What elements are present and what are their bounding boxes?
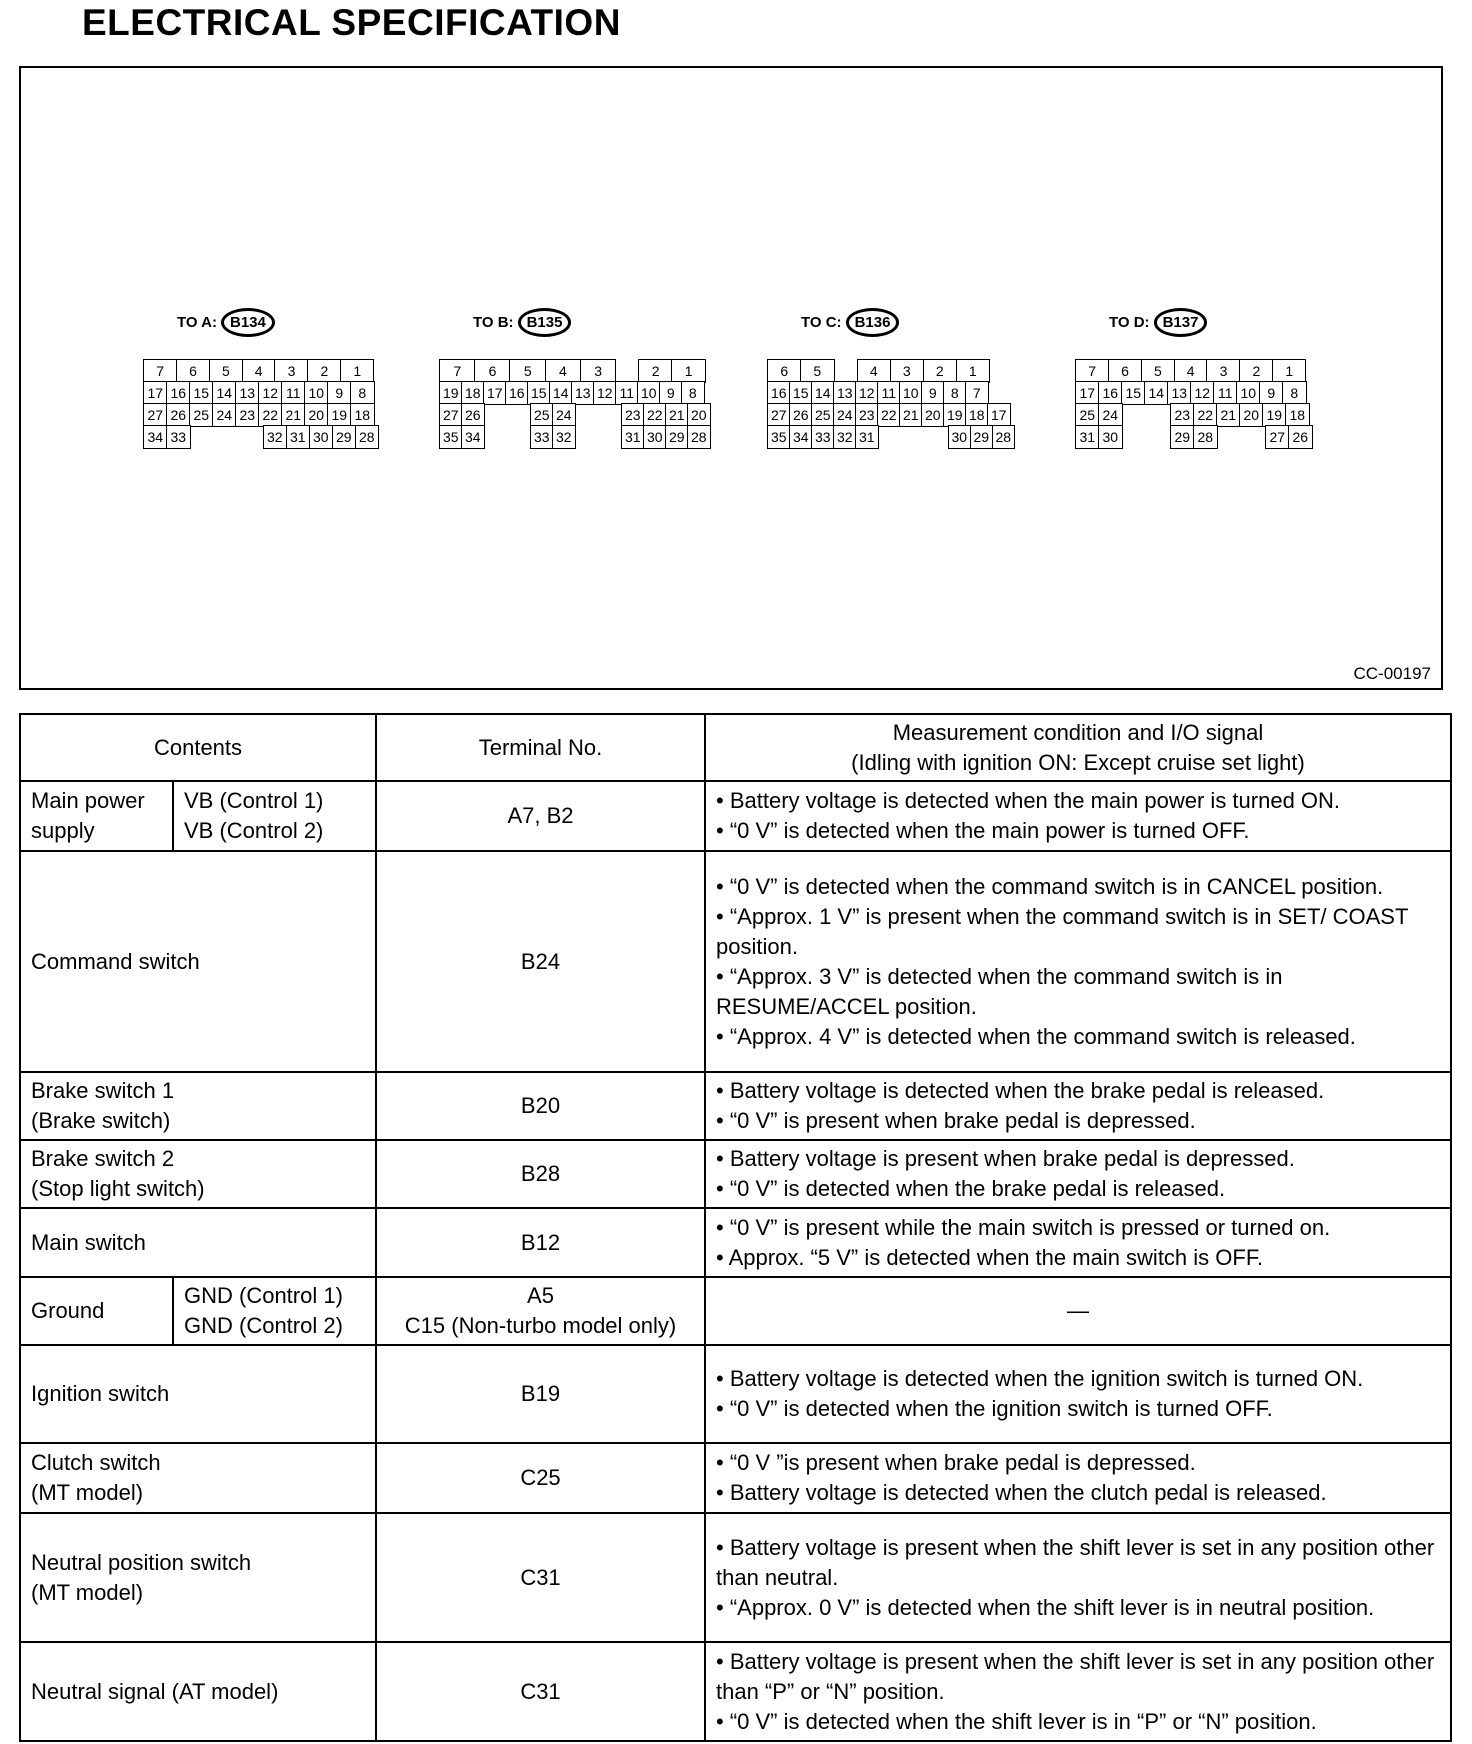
pin-cell: 6 [1108, 359, 1142, 383]
pin-cell: 24 [833, 403, 857, 427]
pin-gap [507, 425, 531, 447]
pin-cell: 12 [855, 381, 879, 405]
terminal-value: C31 [520, 1678, 561, 1704]
header-condition-line1: Measurement condition and I/O signal [892, 719, 1264, 745]
contents-cell: Main power supply [20, 781, 173, 851]
connector-to-label: TO C: [801, 314, 842, 331]
pin-cell: 8 [681, 381, 705, 405]
pin-cell: 29 [970, 425, 994, 449]
contents-cell: Brake switch 2 (Stop light switch) [20, 1140, 376, 1208]
pin-cell: 7 [965, 381, 989, 405]
connector-top-row [143, 359, 378, 381]
pin-cell: 25 [189, 403, 214, 427]
connector-row [439, 403, 709, 425]
pin-cell: 26 [1288, 425, 1313, 449]
contents-cell: Main switch [20, 1208, 376, 1277]
pin-cell: 3 [580, 359, 617, 383]
contents-cell: Ignition switch [20, 1345, 376, 1443]
condition-cell [705, 1140, 1451, 1208]
pin-cell: 13 [833, 381, 857, 405]
pin-cell: 21 [899, 403, 923, 427]
pin-cell: 26 [166, 403, 191, 427]
pin-cell: 11 [877, 381, 901, 405]
pin-cell: 20 [921, 403, 945, 427]
table-row [20, 1140, 1451, 1208]
pin-cell: 14 [549, 381, 573, 405]
contents-cell: Neutral signal (AT model) [20, 1642, 376, 1741]
pin-cell: 17 [143, 381, 168, 405]
pin-cell: 19 [327, 403, 352, 427]
pin-cell: 5 [800, 359, 835, 383]
table-row [20, 1208, 1451, 1277]
connector-label [801, 308, 899, 337]
pin-cell: 27 [1265, 425, 1290, 449]
pin-cell: 30 [1098, 425, 1123, 449]
pin-cell: 1 [1272, 359, 1306, 383]
pin-cell: 2 [923, 359, 958, 383]
pin-cell: 5 [209, 359, 243, 383]
pin-cell: 4 [1174, 359, 1208, 383]
condition-text: “0 V” is detected when the brake pedal is released. [729, 1176, 1226, 1201]
pin-cell: 25 [811, 403, 835, 427]
pin-cell: 9 [327, 381, 352, 405]
pin-cell: 16 [505, 381, 529, 405]
pin-cell: 16 [166, 381, 191, 405]
contents-cell: Ground [20, 1277, 173, 1345]
pin-gap [615, 359, 639, 381]
contents-sub-line: VB (Control 1) [184, 788, 324, 813]
table-row [20, 1443, 1451, 1513]
condition-text: “0 V” is present when brake pedal is depressed. [729, 1108, 1196, 1133]
pin-cell: 9 [659, 381, 683, 405]
pin-cell: 9 [1259, 381, 1284, 405]
pin-cell: 24 [552, 403, 576, 427]
connector-row [439, 381, 709, 403]
condition-bullet: • “Approx. 4 V” is detected when the command switch is released. [716, 1023, 1356, 1049]
condition-bullet: • “0 V” is present while the main switch is pressed or turned on. [716, 1214, 1331, 1240]
connector-row [767, 381, 1014, 403]
condition-bullet: • “0 V” is detected when the main power is turned OFF. [716, 818, 1250, 843]
condition-bullet: • “Approx. 1 V” is present when the command switch is in SET/ COAST position. [716, 903, 1409, 959]
table-row [20, 1345, 1451, 1443]
pin-cell: 13 [235, 381, 260, 405]
pin-cell: 28 [355, 425, 380, 449]
pin-cell: 29 [1170, 425, 1195, 449]
pin-cell: 6 [176, 359, 210, 383]
condition-bullet: • Approx. “5 V” is detected when the main switch is OFF. [716, 1244, 1263, 1270]
connector-to-label: TO B: [473, 314, 514, 331]
table-row [20, 781, 1451, 851]
pin-cell: 20 [304, 403, 329, 427]
pin-cell: 2 [1239, 359, 1273, 383]
pin-cell: 1 [956, 359, 991, 383]
terminal-value: A7, B2 [507, 803, 574, 828]
terminal-value: C31 [520, 1564, 561, 1590]
condition-bullet: • “0 V” is detected when the brake pedal is released. [716, 1176, 1226, 1201]
condition-bullet: • “0 V” is present when brake pedal is depressed. [716, 1108, 1196, 1133]
connector-to-label: TO D: [1109, 314, 1150, 331]
pin-gap [483, 403, 507, 425]
connector-row [439, 425, 709, 447]
figure-code: CC-00197 [1353, 664, 1431, 683]
terminal-cell [376, 851, 705, 1072]
connector-row [1075, 425, 1311, 447]
condition-cell [705, 781, 1451, 851]
condition-cell [705, 1208, 1451, 1277]
pin-gap [483, 425, 507, 447]
terminal-value: B28 [520, 1161, 561, 1186]
pin-cell: 12 [593, 381, 617, 405]
connector-row [143, 381, 378, 403]
condition-cell [705, 1345, 1451, 1443]
pin-cell: 27 [767, 403, 791, 427]
pin-cell: 17 [1075, 381, 1100, 405]
pin-cell: 15 [189, 381, 214, 405]
contents-sub-cell [173, 781, 376, 851]
terminal-cell [376, 1345, 705, 1443]
table-row [20, 1072, 1451, 1140]
pin-cell: 7 [439, 359, 476, 383]
page-title: ELECTRICAL SPECIFICATION [82, 2, 621, 43]
pin-cell: 8 [943, 381, 967, 405]
condition-bullet: • Battery voltage is detected when the clutch pedal is released. [716, 1480, 1327, 1505]
pin-cell: 35 [439, 425, 463, 449]
pin-cell: 18 [350, 403, 375, 427]
pin-cell: 32 [552, 425, 576, 449]
header-terminal: Terminal No. [376, 714, 705, 781]
condition-text: Battery voltage is present when the shift lever is set in any position other than neutral. [716, 1534, 1435, 1590]
connector-id-badge: B136 [846, 308, 900, 337]
pin-cell: 7 [1075, 359, 1109, 383]
pin-cell: 23 [855, 403, 879, 427]
header-condition-line2: (Idling with ignition ON: Except cruise set light) [851, 749, 1305, 775]
pin-gap [924, 425, 948, 447]
pin-cell: 23 [235, 403, 260, 427]
pin-cell: 35 [767, 425, 791, 449]
pin-cell: 12 [258, 381, 283, 405]
pin-cell: 32 [263, 425, 288, 449]
condition-text: Battery voltage is detected when the ignition switch is turned ON. [729, 1366, 1364, 1391]
condition-text: “Approx. 4 V” is detected when the command switch is released. [729, 1023, 1356, 1049]
terminal-cell [376, 1443, 705, 1513]
pin-cell: 22 [643, 403, 667, 427]
condition-bullet: • “0 V” is detected when the command switch is in CANCEL position. [716, 873, 1384, 899]
pin-cell: 30 [643, 425, 667, 449]
pin-cell: 31 [855, 425, 879, 449]
condition-bullet: • Battery voltage is present when the shift lever is set in any position other than neutral. [716, 1534, 1435, 1590]
pin-cell: 3 [1206, 359, 1240, 383]
pin-gap [1241, 425, 1266, 447]
pin-cell: 21 [1216, 403, 1241, 427]
condition-bullet: • “0 V ”is present when brake pedal is depressed. [716, 1450, 1196, 1475]
condition-bullet: • “Approx. 0 V” is detected when the shift lever is in neutral position. [716, 1594, 1375, 1620]
pin-cell: 24 [1098, 403, 1123, 427]
pin-cell: 16 [767, 381, 791, 405]
pin-gap [574, 403, 598, 425]
table-row [20, 851, 1451, 1072]
condition-cell [705, 1443, 1451, 1513]
pin-cell: 8 [1282, 381, 1307, 405]
pin-cell: 19 [439, 381, 463, 405]
condition-text: “0 V” is detected when the main power is turned OFF. [729, 818, 1250, 843]
pin-cell: 10 [304, 381, 329, 405]
pin-cell: 2 [307, 359, 341, 383]
pin-gap [189, 425, 214, 447]
pin-cell: 33 [530, 425, 554, 449]
spec-table [19, 713, 1452, 1742]
pin-gap [877, 425, 901, 447]
condition-cell [705, 1513, 1451, 1642]
pin-cell: 26 [461, 403, 485, 427]
condition-bullet: • Battery voltage is detected when the ignition switch is turned ON. [716, 1366, 1364, 1391]
contents-cell: Neutral position switch (MT model) [20, 1513, 376, 1642]
connector-label [473, 308, 571, 337]
pin-gap [507, 403, 531, 425]
pin-cell: 30 [309, 425, 334, 449]
connector-diagram [19, 66, 1443, 690]
pin-cell: 28 [1193, 425, 1218, 449]
connector-pin-grid [439, 359, 709, 447]
terminal-value: B12 [520, 1229, 561, 1255]
condition-cell [705, 1642, 1451, 1741]
pin-cell: 34 [461, 425, 485, 449]
terminal-value: B19 [520, 1381, 561, 1406]
pin-cell: 16 [1098, 381, 1123, 405]
pin-cell: 1 [671, 359, 706, 383]
terminal-cell [376, 1277, 705, 1345]
connector-label [1109, 308, 1207, 337]
connector-row [767, 403, 1014, 425]
pin-cell: 33 [166, 425, 191, 449]
pin-cell: 23 [1170, 403, 1195, 427]
table-row [20, 1277, 1451, 1345]
condition-text: “0 V” is present while the main switch is pressed or turned on. [729, 1214, 1331, 1240]
pin-cell: 34 [789, 425, 813, 449]
condition-bullet: • “Approx. 3 V” is detected when the command switch is in RESUME/ACCEL position. [716, 963, 1283, 1019]
pin-cell: 27 [143, 403, 168, 427]
pin-gap [901, 425, 925, 447]
condition-text: “0 V” is detected when the ignition switch is turned OFF. [729, 1396, 1273, 1421]
pin-cell: 15 [527, 381, 551, 405]
pin-cell: 8 [350, 381, 375, 405]
pin-cell: 22 [258, 403, 283, 427]
contents-sub-cell [173, 1277, 376, 1345]
pin-cell: 14 [212, 381, 237, 405]
pin-cell: 29 [332, 425, 357, 449]
condition-text: Approx. “5 V” is detected when the main switch is OFF. [728, 1244, 1263, 1270]
pin-cell: 22 [877, 403, 901, 427]
pin-cell: 11 [615, 381, 639, 405]
pin-gap [598, 425, 622, 447]
pin-cell: 9 [921, 381, 945, 405]
pin-cell: 4 [857, 359, 892, 383]
contents-sub-line: GND (Control 1) [184, 1283, 343, 1308]
pin-cell: 28 [687, 425, 711, 449]
pin-cell: 5 [509, 359, 546, 383]
pin-cell: 1 [340, 359, 374, 383]
pin-cell: 14 [1144, 381, 1169, 405]
condition-bullet: • “0 V” is detected when the ignition switch is turned OFF. [716, 1396, 1273, 1421]
pin-cell: 24 [212, 403, 237, 427]
condition-cell [705, 1072, 1451, 1140]
condition-text: “0 V” is detected when the shift lever is in “P” or “N” position. [729, 1708, 1317, 1734]
pin-cell: 26 [789, 403, 813, 427]
pin-cell: 27 [439, 403, 463, 427]
connector-label [177, 308, 275, 337]
pin-cell: 4 [545, 359, 582, 383]
condition-cell [705, 1277, 1451, 1345]
pin-cell: 6 [474, 359, 511, 383]
condition-text: Battery voltage is present when the shift lever is set in any position other than “P” or “N” position. [716, 1648, 1435, 1704]
condition-bullet: • “0 V” is detected when the shift lever is in “P” or “N” position. [716, 1708, 1317, 1734]
pin-cell: 17 [483, 381, 507, 405]
terminal-value: B20 [520, 1093, 561, 1118]
connector-row [767, 425, 1014, 447]
terminal-value: C25 [520, 1465, 561, 1490]
pin-gap [1146, 403, 1171, 425]
condition-bullet: • Battery voltage is detected when the brake pedal is released. [716, 1078, 1325, 1103]
condition-text: “0 V” is detected when the command switch is in CANCEL position. [729, 873, 1384, 899]
pin-gap [1121, 425, 1146, 447]
terminal-cell [376, 1072, 705, 1140]
pin-gap [574, 425, 598, 447]
connector-id-badge: B137 [1154, 308, 1208, 337]
pin-cell: 13 [1167, 381, 1192, 405]
pin-cell: 15 [789, 381, 813, 405]
pin-cell: 25 [1075, 403, 1100, 427]
condition-bullet: • Battery voltage is present when brake pedal is depressed. [716, 1146, 1295, 1171]
pin-cell: 20 [1239, 403, 1264, 427]
pin-cell: 25 [530, 403, 554, 427]
pin-cell: 19 [1262, 403, 1287, 427]
header-contents: Contents [20, 714, 376, 781]
pin-gap [833, 359, 857, 381]
connector-top-row [439, 359, 709, 381]
terminal-cell [376, 781, 705, 851]
pin-gap [214, 425, 239, 447]
connector-row [143, 403, 378, 425]
connector-id-badge: B135 [518, 308, 572, 337]
pin-cell: 18 [461, 381, 485, 405]
pin-cell: 13 [571, 381, 595, 405]
pin-cell: 31 [1075, 425, 1100, 449]
terminal-cell [376, 1208, 705, 1277]
connector-row [1075, 381, 1311, 403]
pin-gap [598, 403, 622, 425]
pin-cell: 11 [1213, 381, 1238, 405]
pin-cell: 10 [899, 381, 923, 405]
pin-cell: 30 [948, 425, 972, 449]
condition-text: Battery voltage is detected when the main power is turned ON. [729, 788, 1341, 813]
connector-row [143, 425, 378, 447]
condition-text: Battery voltage is detected when the brake pedal is released. [729, 1078, 1325, 1103]
pin-cell: 10 [1236, 381, 1261, 405]
pin-cell: 18 [965, 403, 989, 427]
terminal-value: A5 [527, 1283, 554, 1308]
pin-cell: 21 [665, 403, 689, 427]
pin-cell: 20 [687, 403, 711, 427]
condition-bullet: • Battery voltage is present when the shift lever is set in any position other than “P” or “N” position. [716, 1648, 1435, 1704]
pin-cell: 23 [621, 403, 645, 427]
pin-cell: 12 [1190, 381, 1215, 405]
pin-cell: 2 [638, 359, 673, 383]
pin-cell: 31 [621, 425, 645, 449]
pin-cell: 14 [811, 381, 835, 405]
pin-gap [1216, 425, 1241, 447]
connector-id-badge: B134 [221, 308, 275, 337]
header-condition [705, 714, 1451, 781]
pin-cell: 19 [943, 403, 967, 427]
pin-cell: 10 [637, 381, 661, 405]
contents-cell: Brake switch 1 (Brake switch) [20, 1072, 376, 1140]
connector-pin-grid [1075, 359, 1311, 447]
pin-cell: 3 [890, 359, 925, 383]
condition-text: “Approx. 3 V” is detected when the command switch is in RESUME/ACCEL position. [716, 963, 1283, 1019]
pin-cell: 3 [274, 359, 308, 383]
pin-cell: 7 [143, 359, 177, 383]
condition-text: “Approx. 1 V” is present when the command switch is in SET/ COAST position. [716, 903, 1409, 959]
pin-gap [1121, 403, 1146, 425]
contents-cell: Clutch switch (MT model) [20, 1443, 376, 1513]
pin-cell: 29 [665, 425, 689, 449]
condition-text: Battery voltage is present when brake pedal is depressed. [729, 1146, 1295, 1171]
no-condition-dash: — [1067, 1298, 1089, 1323]
connector-to-label: TO A: [177, 314, 217, 331]
pin-cell: 18 [1285, 403, 1310, 427]
table-row [20, 1513, 1451, 1642]
connector-row [1075, 403, 1311, 425]
connector-pin-grid [143, 359, 378, 447]
condition-text: Battery voltage is detected when the clutch pedal is released. [729, 1480, 1327, 1505]
pin-cell: 28 [992, 425, 1016, 449]
pin-cell: 32 [833, 425, 857, 449]
condition-bullet: • Battery voltage is detected when the main power is turned ON. [716, 788, 1341, 813]
pin-cell: 34 [143, 425, 168, 449]
terminal-value: B24 [520, 948, 561, 974]
pin-cell: 15 [1121, 381, 1146, 405]
terminal-value: C15 (Non-turbo model only) [404, 1313, 677, 1338]
pin-cell: 4 [242, 359, 276, 383]
pin-gap [1146, 425, 1171, 447]
table-row [20, 1642, 1451, 1741]
connector-top-row [1075, 359, 1311, 381]
condition-text: “0 V ”is present when brake pedal is depressed. [729, 1450, 1196, 1475]
pin-gap [238, 425, 263, 447]
connector-pin-grid [767, 359, 1014, 447]
connector-top-row [767, 359, 1014, 381]
table-header-row [20, 714, 1451, 781]
pin-cell: 11 [281, 381, 306, 405]
terminal-cell [376, 1642, 705, 1741]
contents-sub-line: GND (Control 2) [184, 1313, 343, 1338]
contents-sub-line: VB (Control 2) [184, 818, 324, 843]
terminal-cell [376, 1513, 705, 1642]
pin-cell: 21 [281, 403, 306, 427]
terminal-cell [376, 1140, 705, 1208]
pin-cell: 31 [286, 425, 311, 449]
condition-text: “Approx. 0 V” is detected when the shift lever is in neutral position. [729, 1594, 1375, 1620]
condition-cell [705, 851, 1451, 1072]
pin-cell: 6 [767, 359, 802, 383]
contents-cell: Command switch [20, 851, 376, 1072]
pin-cell: 5 [1141, 359, 1175, 383]
pin-cell: 17 [987, 403, 1011, 427]
pin-cell: 22 [1193, 403, 1218, 427]
pin-cell: 33 [811, 425, 835, 449]
